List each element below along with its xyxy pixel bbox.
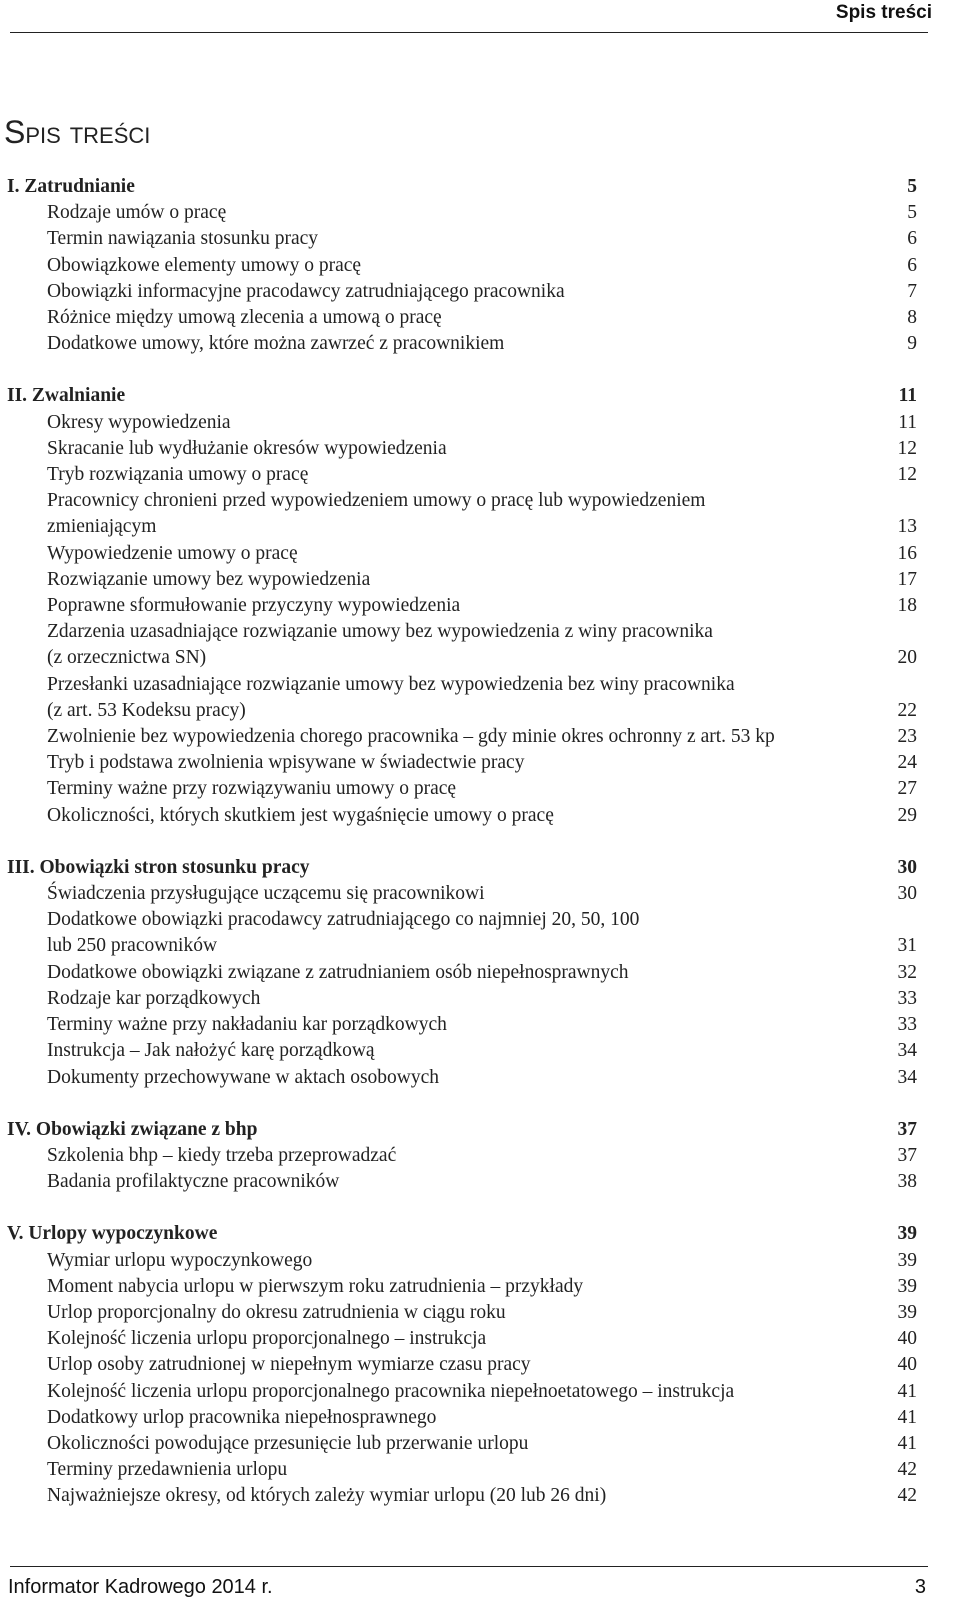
toc-entry <box>7 1300 917 1326</box>
toc-entry-label: Tryb i podstawa zwolnienia wpisywane w świadectwie pracy <box>47 752 525 774</box>
toc-entry <box>7 1065 917 1091</box>
toc-entry-page-number: 24 <box>897 752 917 774</box>
toc-entry <box>7 803 917 829</box>
toc-section-heading <box>7 855 917 881</box>
toc-entry <box>7 933 917 959</box>
header-rule <box>10 32 928 33</box>
toc-entry <box>7 541 917 567</box>
section-title: V. Urlopy wypoczynkowe <box>7 1223 218 1245</box>
toc-entry-label: Skracanie lub wydłużanie okresów wypowiedzenia <box>47 437 447 459</box>
toc-entry-label: Świadczenia przysługujące uczącemu się pracownikowi <box>47 883 485 905</box>
section-title: III. Obowiązki stron stosunku pracy <box>7 856 310 878</box>
toc-entry-label: zmieniającym <box>47 516 157 538</box>
toc-entry-page-number: 5 <box>907 202 917 224</box>
table-of-contents <box>7 174 917 1536</box>
toc-entry <box>7 1352 917 1378</box>
toc-entry-label: Tryb rozwiązania umowy o pracę <box>47 464 309 486</box>
toc-entry-label: Wypowiedzenie umowy o pracę <box>47 542 298 564</box>
toc-entry <box>7 226 917 252</box>
toc-entry-label: Termin nawiązania stosunku pracy <box>47 228 319 250</box>
toc-entry-label: Rodzaje umów o pracę <box>47 202 227 224</box>
toc-entry-label: Dodatkowy urlop pracownika niepełnosprawnego <box>47 1406 437 1428</box>
toc-entry-page-number: 31 <box>897 935 917 957</box>
section-page-number: 37 <box>897 1118 917 1140</box>
toc-entry-label: (z art. 53 Kodeksu pracy) <box>47 699 246 721</box>
toc-entry-page-number: 38 <box>897 1171 917 1193</box>
toc-entry <box>7 1143 917 1169</box>
toc-entry <box>7 1326 917 1352</box>
page-title: Spis treści <box>4 114 151 150</box>
toc-entry-page-number: 30 <box>897 883 917 905</box>
toc-entry-label: Wymiar urlopu wypoczynkowego <box>47 1249 313 1271</box>
toc-entry-page-number: 40 <box>897 1328 917 1350</box>
toc-entry-label: Kolejność liczenia urlopu proporcjonalnego pracownika niepełnoetatowego – instrukcja <box>47 1380 735 1402</box>
toc-entry <box>7 331 917 357</box>
toc-entry <box>7 410 917 436</box>
toc-section-heading <box>7 1221 917 1247</box>
toc-entry-label: Najważniejsze okresy, od których zależy wymiar urlopu (20 lub 26 dni) <box>47 1485 607 1507</box>
toc-entry-label: Rozwiązanie umowy bez wypowiedzenia <box>47 568 371 590</box>
toc-entry-page-number: 11 <box>898 411 917 433</box>
section-title: II. Zwalnianie <box>7 385 126 407</box>
toc-entry <box>7 645 917 671</box>
footer-rule <box>10 1566 928 1567</box>
toc-entry-page-number: 42 <box>897 1485 917 1507</box>
toc-entry-page-number: 6 <box>907 254 917 276</box>
toc-entry-label: Moment nabycia urlopu w pierwszym roku zatrudnienia – przykłady <box>47 1275 584 1297</box>
toc-entry-label: Szkolenia bhp – kiedy trzeba przeprowadzać <box>47 1144 397 1166</box>
toc-entry-label: Badania profilaktyczne pracowników <box>47 1171 340 1193</box>
toc-entry-page-number: 27 <box>897 778 917 800</box>
section-page-number: 11 <box>898 385 917 407</box>
toc-entry <box>7 1274 917 1300</box>
toc-entry-page-number: 16 <box>897 542 917 564</box>
toc-entry <box>7 253 917 279</box>
footer-page-number: 3 <box>914 1576 926 1598</box>
toc-entry <box>7 593 917 619</box>
section-page-number: 5 <box>907 176 917 197</box>
toc-entry <box>7 881 917 907</box>
toc-entry-label: lub 250 pracowników <box>47 935 218 957</box>
toc-entry <box>7 776 917 802</box>
running-header: Spis treści <box>835 2 932 23</box>
toc-entry-label: Przesłanki uzasadniające rozwiązanie umowy bez wypowiedzenia bez winy pracownika <box>47 673 735 695</box>
toc-entry-label: Urlop proporcjonalny do okresu zatrudnienia w ciągu roku <box>47 1301 506 1323</box>
toc-entry <box>7 619 917 645</box>
toc-section <box>7 174 917 357</box>
toc-entry-page-number: 12 <box>897 464 917 486</box>
toc-entry-page-number: 42 <box>897 1459 917 1481</box>
toc-section <box>7 855 917 1091</box>
toc-entry-page-number: 13 <box>897 516 917 538</box>
toc-entry-label: Okoliczności, których skutkiem jest wygaśnięcie umowy o pracę <box>47 804 554 826</box>
toc-entry <box>7 1012 917 1038</box>
toc-entry-page-number: 12 <box>897 437 917 459</box>
toc-entry-label: Różnice między umową zlecenia a umową o pracę <box>47 307 442 329</box>
toc-entry <box>7 1169 917 1195</box>
toc-entry-label: Okoliczności powodujące przesunięcie lub przerwanie urlopu <box>47 1432 529 1454</box>
section-title: I. Zatrudnianie <box>7 176 135 197</box>
toc-entry-label: Dokumenty przechowywane w aktach osobowych <box>47 1066 440 1088</box>
toc-entry-page-number: 40 <box>897 1354 917 1376</box>
toc-entry <box>7 907 917 933</box>
toc-entry-label: Obowiązki informacyjne pracodawcy zatrudniającego pracownika <box>47 280 565 302</box>
toc-entry-label: Instrukcja – Jak nałożyć karę porządkową <box>47 1040 375 1062</box>
toc-entry-label: Obowiązkowe elementy umowy o pracę <box>47 254 362 276</box>
toc-entry <box>7 750 917 776</box>
toc-section-heading <box>7 174 917 200</box>
toc-entry <box>7 279 917 305</box>
toc-entry <box>7 1431 917 1457</box>
toc-entry-page-number: 9 <box>907 333 917 355</box>
toc-entry-label: (z orzecznictwa SN) <box>47 647 207 669</box>
toc-entry-page-number: 23 <box>897 726 917 748</box>
toc-section <box>7 1117 917 1196</box>
toc-section <box>7 383 917 828</box>
toc-entry-page-number: 32 <box>897 961 917 983</box>
toc-entry-page-number: 29 <box>897 804 917 826</box>
toc-entry <box>7 488 917 514</box>
toc-entry-label: Zdarzenia uzasadniające rozwiązanie umowy bez wypowiedzenia z winy pracownika <box>47 621 713 643</box>
toc-entry-page-number: 39 <box>897 1301 917 1323</box>
toc-entry-label: Kolejność liczenia urlopu proporcjonalnego – instrukcja <box>47 1328 487 1350</box>
toc-entry-label: Poprawne sformułowanie przyczyny wypowiedzenia <box>47 595 461 617</box>
toc-entry-label: Okresy wypowiedzenia <box>47 411 231 433</box>
toc-entry-page-number: 34 <box>897 1040 917 1062</box>
toc-entry-label: Dodatkowe umowy, które można zawrzeć z pracownikiem <box>47 333 505 355</box>
toc-entry-page-number: 41 <box>897 1406 917 1428</box>
toc-entry <box>7 672 917 698</box>
section-page-number: 39 <box>897 1223 917 1245</box>
toc-entry <box>7 1379 917 1405</box>
toc-section-heading <box>7 1117 917 1143</box>
toc-entry-label: Dodatkowe obowiązki związane z zatrudnianiem osób niepełnosprawnych <box>47 961 629 983</box>
toc-section <box>7 1221 917 1509</box>
toc-entry-page-number: 6 <box>907 228 917 250</box>
toc-entry-page-number: 33 <box>897 1014 917 1036</box>
toc-entry <box>7 1038 917 1064</box>
toc-entry <box>7 305 917 331</box>
toc-entry <box>7 200 917 226</box>
section-title: IV. Obowiązki związane z bhp <box>7 1118 258 1140</box>
toc-entry-page-number: 7 <box>907 280 917 302</box>
toc-entry <box>7 986 917 1012</box>
toc-entry-page-number: 18 <box>897 595 917 617</box>
toc-entry-label: Dodatkowe obowiązki pracodawcy zatrudniającego co najmniej 20, 50, 100 <box>47 909 640 931</box>
toc-entry-label: Urlop osoby zatrudnionej w niepełnym wymiarze czasu pracy <box>47 1354 531 1376</box>
toc-entry <box>7 436 917 462</box>
toc-entry <box>7 960 917 986</box>
toc-entry <box>7 1405 917 1431</box>
toc-entry-page-number: 39 <box>897 1249 917 1271</box>
toc-entry <box>7 567 917 593</box>
toc-entry-page-number: 22 <box>897 699 917 721</box>
toc-entry-label: Zwolnienie bez wypowiedzenia chorego pracownika – gdy minie okres ochronny z art. 53 kp <box>47 726 775 748</box>
toc-entry-page-number: 34 <box>897 1066 917 1088</box>
toc-entry-label: Terminy ważne przy rozwiązywaniu umowy o pracę <box>47 778 457 800</box>
toc-entry-label: Rodzaje kar porządkowych <box>47 987 261 1009</box>
toc-entry-label: Terminy ważne przy nakładaniu kar porządkowych <box>47 1014 447 1036</box>
toc-entry-page-number: 37 <box>897 1144 917 1166</box>
toc-entry-page-number: 8 <box>907 307 917 329</box>
toc-entry <box>7 724 917 750</box>
toc-entry-label: Pracownicy chronieni przed wypowiedzeniem umowy o pracę lub wypowiedzeniem <box>47 490 706 512</box>
toc-entry-page-number: 17 <box>897 568 917 590</box>
toc-entry-page-number: 20 <box>897 647 917 669</box>
toc-entry <box>7 1483 917 1509</box>
toc-entry <box>7 514 917 540</box>
toc-entry-page-number: 39 <box>897 1275 917 1297</box>
section-page-number: 30 <box>897 856 917 878</box>
toc-entry-label: Terminy przedawnienia urlopu <box>47 1459 288 1481</box>
toc-entry <box>7 462 917 488</box>
toc-entry <box>7 698 917 724</box>
toc-entry-page-number: 41 <box>897 1432 917 1454</box>
toc-entry <box>7 1248 917 1274</box>
toc-entry-page-number: 33 <box>897 987 917 1009</box>
toc-entry <box>7 1457 917 1483</box>
toc-section-heading <box>7 383 917 409</box>
footer-publication: Informator Kadrowego 2014 r. <box>8 1576 273 1598</box>
toc-entry-page-number: 41 <box>897 1380 917 1402</box>
